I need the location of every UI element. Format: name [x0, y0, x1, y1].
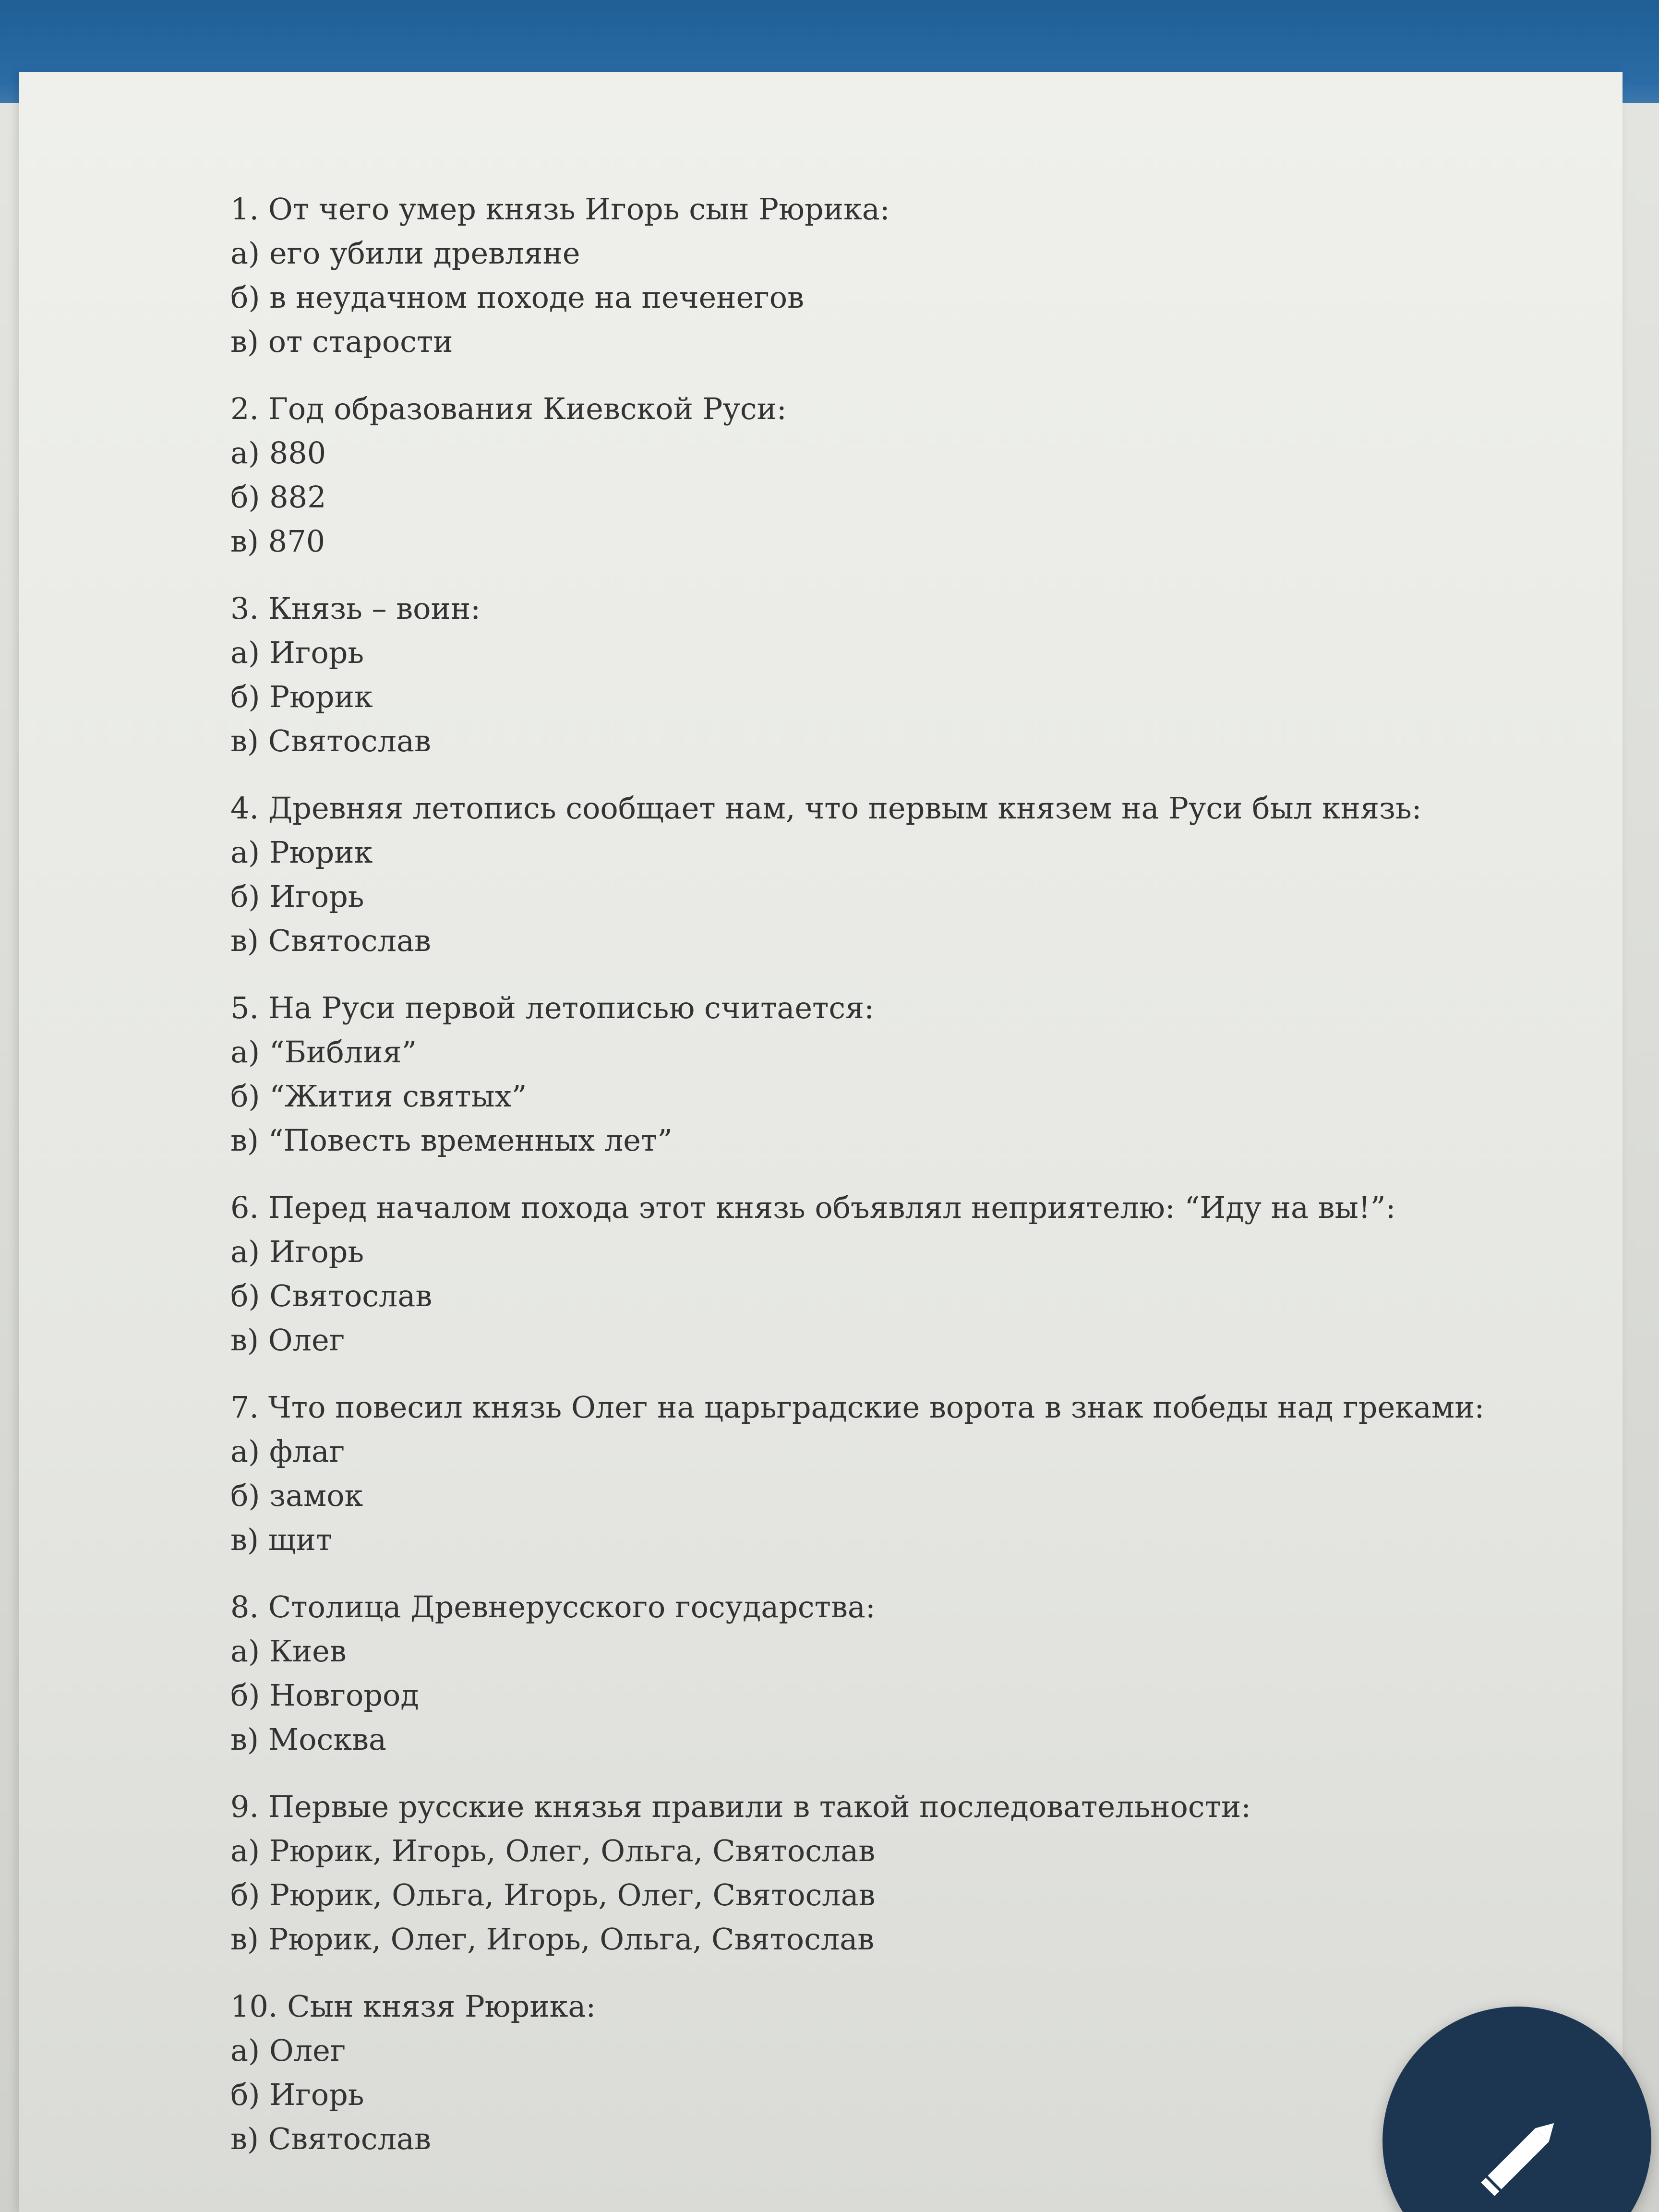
- document-page: [19, 72, 1623, 2212]
- pencil-icon: [1469, 2103, 1575, 2208]
- answer-option: а) Олег: [230, 2033, 346, 2068]
- question-4: [230, 786, 1584, 963]
- answer-option: а) Игорь: [230, 635, 364, 670]
- answer-option: в) 870: [230, 524, 325, 559]
- question-text: 1. От чего умер князь Игорь сын Рюрика:: [230, 192, 890, 227]
- answer-option: в) “Повесть временных лет”: [230, 1123, 673, 1158]
- answer-option: б) Рюрик, Ольга, Игорь, Олег, Святослав: [230, 1877, 876, 1912]
- question-text: 5. На Руси первой летописью считается:: [230, 990, 875, 1025]
- question-8: [230, 1585, 1584, 1762]
- question-text: 6. Перед началом похода этот князь объявлял неприятелю: “Иду на вы!”:: [230, 1190, 1396, 1225]
- question-3: [230, 587, 1584, 763]
- answer-option: а) Рюрик: [230, 835, 373, 870]
- answer-option: а) его убили древляне: [230, 236, 580, 271]
- answer-option: в) Святослав: [230, 2121, 431, 2156]
- answer-option: в) от старости: [230, 324, 453, 359]
- question-text: 10. Сын князя Рюрика:: [230, 1989, 596, 2024]
- answer-option: б) Игорь: [230, 2077, 364, 2112]
- quiz-content: [230, 187, 1584, 2184]
- answer-option: в) Рюрик, Олег, Игорь, Ольга, Святослав: [230, 1922, 875, 1957]
- question-2: [230, 387, 1584, 564]
- answer-option: а) флаг: [230, 1434, 345, 1469]
- answer-option: б) Рюрик: [230, 679, 373, 714]
- answer-option: а) Рюрик, Игорь, Олег, Ольга, Святослав: [230, 1833, 876, 1868]
- answer-option: в) Святослав: [230, 923, 431, 958]
- answer-option: б) замок: [230, 1478, 363, 1513]
- question-text: 3. Князь – воин:: [230, 591, 481, 626]
- question-1: [230, 187, 1584, 364]
- answer-option: б) “Жития святых”: [230, 1079, 527, 1114]
- question-text: 7. Что повесил князь Олег на царьградские ворота в знак победы над греками:: [230, 1390, 1485, 1425]
- answer-option: б) Игорь: [230, 879, 364, 914]
- answer-option: в) Святослав: [230, 723, 431, 758]
- answer-option: а) 880: [230, 435, 326, 470]
- answer-option: а) Игорь: [230, 1234, 364, 1269]
- question-text: 9. Первые русские князья правили в такой последовательности:: [230, 1789, 1251, 1824]
- question-text: 2. Год образования Киевской Руси:: [230, 391, 787, 426]
- answer-option: в) Москва: [230, 1722, 386, 1757]
- answer-option: б) в неудачном походе на печенегов: [230, 280, 804, 315]
- answer-option: а) “Библия”: [230, 1034, 417, 1070]
- question-6: [230, 1186, 1584, 1362]
- answer-option: б) Новгород: [230, 1678, 419, 1713]
- question-5: [230, 986, 1584, 1163]
- answer-option: в) щит: [230, 1522, 333, 1557]
- answer-option: б) 882: [230, 480, 326, 515]
- answer-option: б) Святослав: [230, 1278, 433, 1313]
- question-9: [230, 1785, 1584, 1961]
- question-10: [230, 1984, 1584, 2161]
- question-7: [230, 1385, 1584, 1562]
- question-text: 4. Древняя летопись сообщает нам, что первым князем на Руси был князь:: [230, 791, 1422, 826]
- question-text: 8. Столица Древнерусского государства:: [230, 1589, 876, 1624]
- answer-option: в) Олег: [230, 1322, 345, 1358]
- answer-option: а) Киев: [230, 1634, 347, 1669]
